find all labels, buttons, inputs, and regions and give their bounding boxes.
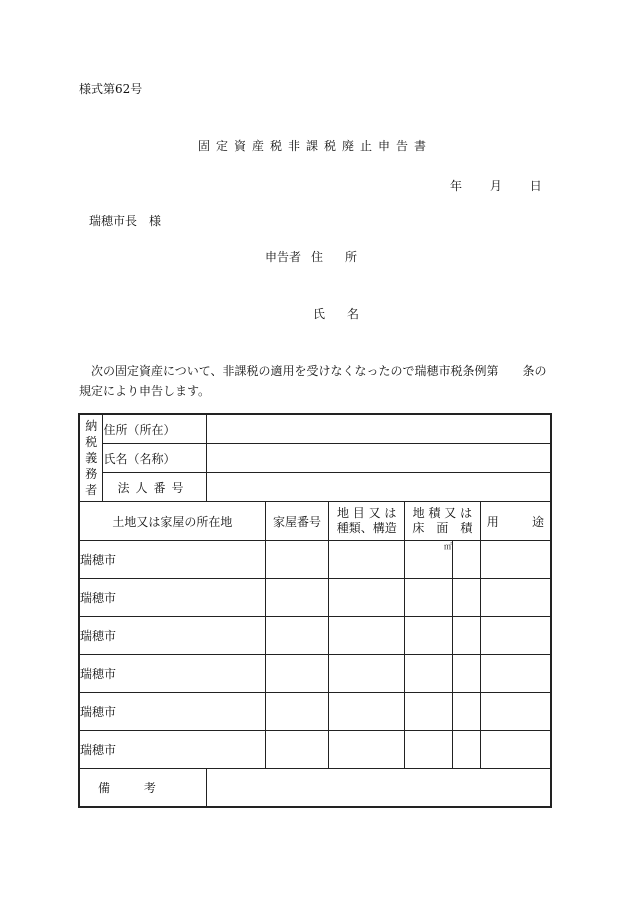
applicant-label: 申告者 (265, 250, 302, 264)
property-area[interactable] (405, 617, 453, 655)
taxpayer-address-field[interactable] (207, 414, 551, 444)
property-use[interactable] (480, 731, 551, 769)
property-location: 瑞穂市 (79, 617, 265, 655)
taxpayer-row-name (79, 444, 551, 473)
header-use (480, 502, 551, 541)
taxpayer-char-2: 税 (85, 435, 98, 449)
property-use[interactable] (480, 541, 551, 579)
property-category[interactable] (329, 541, 405, 579)
property-house-number[interactable] (265, 731, 329, 769)
property-location: 瑞穂市 (79, 579, 265, 617)
statement-text: 次の固定資産について、非課税の適用を受けなくなったので瑞穂市税条例第 条の規定により申告します。 (79, 364, 547, 398)
property-house-number[interactable] (265, 579, 329, 617)
property-house-number[interactable] (265, 655, 329, 693)
property-category[interactable] (329, 655, 405, 693)
property-area[interactable] (405, 693, 453, 731)
form-title: 固定資産税非課税廃止申告書 (197, 139, 432, 153)
name-label-1: 氏 (313, 307, 326, 321)
addressee-honorific: 様 (149, 214, 162, 228)
name-label-2: 名 (347, 307, 360, 321)
date-day-label: 日 (529, 179, 542, 193)
taxpayer-group-label (79, 414, 103, 502)
corporate-number-field[interactable] (207, 473, 551, 502)
remarks-label-2: 考 (143, 781, 156, 795)
header-use-2: 途 (531, 514, 544, 529)
property-location: 瑞穂市 (79, 655, 265, 693)
property-row (79, 617, 551, 655)
property-house-number[interactable] (265, 617, 329, 655)
property-header-row (79, 502, 551, 541)
applicant-address-line (265, 248, 357, 265)
property-use[interactable] (480, 693, 551, 731)
taxpayer-row-address (79, 414, 551, 444)
header-house-number: 家屋番号 (265, 502, 329, 541)
remarks-label (79, 769, 207, 808)
property-house-number[interactable] (265, 693, 329, 731)
property-area-decimal[interactable] (452, 731, 480, 769)
property-row (79, 655, 551, 693)
taxpayer-char-3: 義 (85, 451, 98, 465)
header-category (329, 502, 405, 541)
header-category-line2: 種類、構造 (336, 521, 397, 535)
corporate-number-label: 法人番号 (103, 473, 207, 502)
header-area (405, 502, 481, 541)
property-area-decimal[interactable] (452, 693, 480, 731)
property-row (79, 731, 551, 769)
header-area-line2: 床 面 積 (412, 521, 473, 535)
area-unit-label: ㎡ (405, 541, 453, 579)
property-area-decimal[interactable] (452, 541, 480, 579)
property-area-decimal[interactable] (452, 655, 480, 693)
property-area-decimal[interactable] (452, 579, 480, 617)
header-use-1: 用 (486, 514, 499, 529)
property-location: 瑞穂市 (79, 731, 265, 769)
property-area[interactable] (405, 655, 453, 693)
property-area-decimal[interactable] (452, 617, 480, 655)
property-area[interactable] (405, 579, 453, 617)
header-category-line1: 地 目 又 は (336, 506, 397, 520)
address-label-1: 住 (311, 250, 324, 264)
property-category[interactable] (329, 617, 405, 655)
property-category[interactable] (329, 579, 405, 617)
form-number: 様式第62号 (79, 82, 143, 96)
address-label-2: 所 (345, 250, 358, 264)
taxpayer-char-1: 納 (85, 419, 98, 433)
date-year-label: 年 (450, 179, 463, 193)
date-month-label: 月 (489, 179, 502, 193)
property-category[interactable] (329, 731, 405, 769)
taxpayer-char-5: 者 (85, 483, 98, 497)
property-row (79, 579, 551, 617)
property-row (79, 541, 551, 579)
remarks-label-1: 備 (98, 781, 111, 795)
property-location: 瑞穂市 (79, 541, 265, 579)
property-area[interactable] (405, 731, 453, 769)
property-use[interactable] (480, 579, 551, 617)
taxpayer-name-label: 氏名（名称） (103, 444, 207, 473)
property-location: 瑞穂市 (79, 693, 265, 731)
taxpayer-name-field[interactable] (207, 444, 551, 473)
remarks-row (79, 769, 551, 808)
addressee (89, 212, 161, 229)
property-use[interactable] (480, 655, 551, 693)
property-row (79, 693, 551, 731)
applicant-name-line (313, 305, 359, 322)
declaration-table (78, 413, 552, 808)
property-use[interactable] (480, 617, 551, 655)
taxpayer-address-label: 住所（所在） (103, 414, 207, 444)
taxpayer-char-4: 務 (85, 467, 98, 481)
remarks-field[interactable] (207, 769, 551, 808)
date-line (450, 177, 542, 194)
header-location: 土地又は家屋の所在地 (79, 502, 265, 541)
header-area-line1: 地 積 又 は (412, 506, 473, 520)
taxpayer-row-corp (79, 473, 551, 502)
property-house-number[interactable] (265, 541, 329, 579)
property-category[interactable] (329, 693, 405, 731)
addressee-name: 瑞穂市長 (89, 214, 138, 228)
